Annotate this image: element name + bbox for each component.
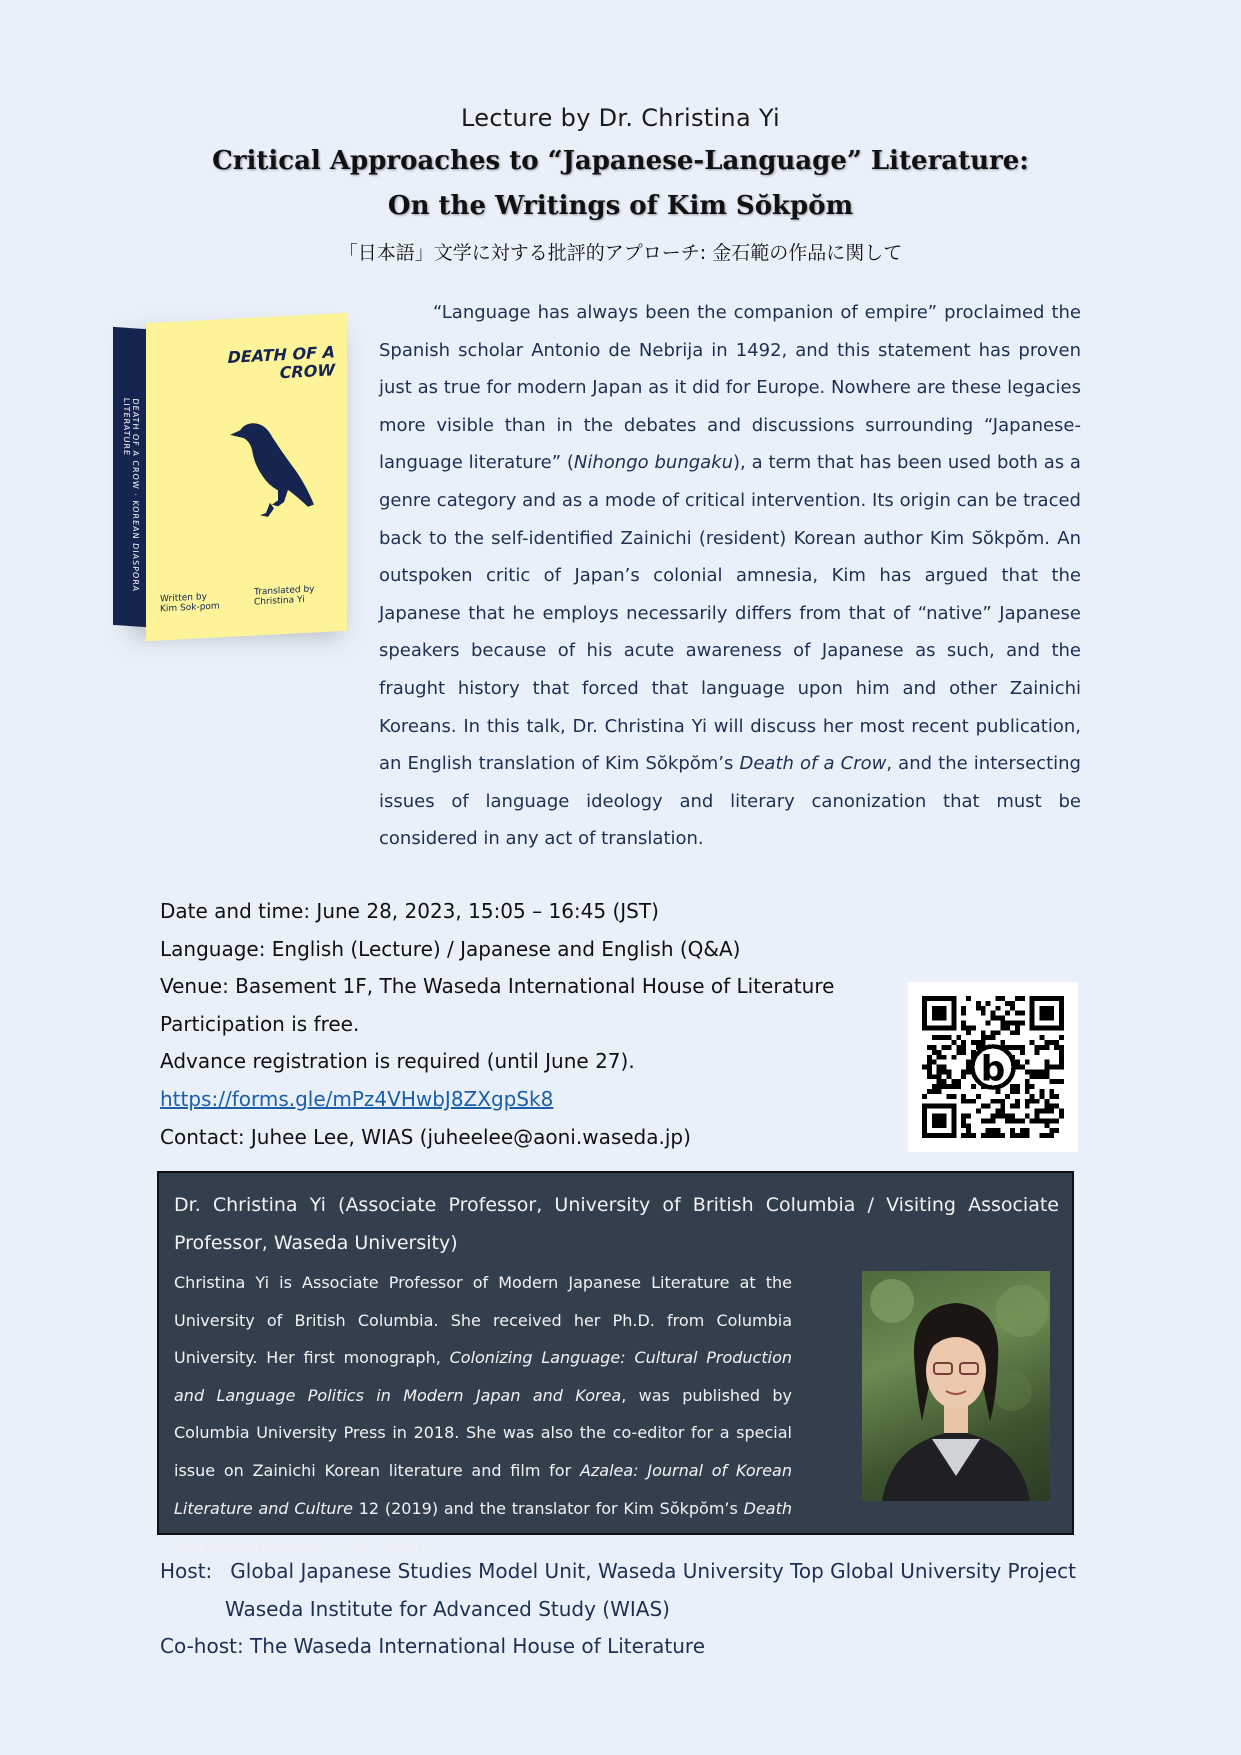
qr-code[interactable] <box>908 982 1078 1152</box>
abstract-italic-nihongo: Nihongo bungaku <box>573 452 734 474</box>
abstract-text-3: , and the intersecting issues of language ideology and literary canonization that must be considered in any act of translation. <box>379 753 1081 850</box>
event-registration: Advance registration is required (until June 27). <box>160 1049 635 1074</box>
book-written-by: Written by <box>160 592 207 605</box>
bio-italic-monograph: Colonizing Language: Cultural Production and Language Politics in Modern Japan and Korea <box>174 1348 792 1405</box>
bio-text-1: Christina Yi is Associate Professor of Modern Japanese Literature at the University of British Columbia. She received her Ph.D. from Columbia University. Her first monograph, <box>174 1273 792 1368</box>
abstract-paragraph <box>379 294 1081 858</box>
registration-link[interactable]: https://forms.gle/mPz4VHwbJ8ZXgpSk8 <box>160 1086 554 1111</box>
abstract-text-1: “Language has always been the companion of empire” proclaimed the Spanish scholar Antonio de Nebrija in 1492, and this statement has proven just as true for modern Japan as it did for Europe. Nowhere are these legacies more visible than in the debates and discussions surrounding “Japanese-language literature” ( <box>379 302 1081 474</box>
book-translator-credit <box>254 584 314 607</box>
event-participation: Participation is free. <box>160 1011 360 1036</box>
abstract-italic-book: Death of a Crow <box>739 753 887 775</box>
speaker-bio-box <box>157 1171 1074 1556</box>
book-author-credit <box>160 591 220 614</box>
book-translator: Christina Yi <box>254 594 305 608</box>
book-front-cover <box>146 313 347 642</box>
bio-italic-book: Death of a Crow <box>174 1498 793 1556</box>
book-spine <box>113 327 146 627</box>
event-venue: Venue: Basement 1F, The Waseda International House of Literature <box>160 974 835 999</box>
bio-text-2: , was published by Columbia University Press in 2018. She was also the co-editor for a special issue on Zainichi Korean literature and film for <box>174 1385 793 1480</box>
speaker-photo <box>862 1271 1050 1501</box>
cohost: Co-host: The Waseda International House of Literature <box>160 1634 705 1659</box>
speaker-portrait-icon <box>862 1271 1050 1501</box>
book-cover-image <box>113 318 335 636</box>
event-info <box>160 893 880 1156</box>
book-translated-by: Translated by <box>254 584 315 598</box>
bio-text-4: (Karasu no shi, 2022). <box>250 1536 432 1556</box>
speaker-bio-heading: Dr. Christina Yi (Associate Professor, University of British Columbia / Visiting Associate Professor, Waseda University) <box>174 1194 1059 1254</box>
event-language: Language: English (Lecture) / Japanese and English (Q&A) <box>160 936 741 961</box>
abstract-text-2: ), a term that has been used both as a genre category and as a mode of critical intervention. Its origin can be traced back to the self-identified Zainichi (resident) Korean author Kim Sŏkpŏm. An outspoken critic of Japan’s colonial amnesia, Kim has argued that the Japanese that he employs necessarily differs from that of “native” Japanese speakers because of his acute awareness of Japanese as such, and the fraught history that forced that language upon him and other Zainichi Koreans. In this talk, Dr. Christina Yi will discuss her most recent publication, an English translation of Kim Sŏkpŏm’s <box>379 452 1081 775</box>
svg-text:b: b <box>980 1049 1006 1090</box>
crow-icon <box>222 408 322 528</box>
book-author: Kim Sok-pom <box>160 601 220 615</box>
host-section <box>160 1553 1160 1666</box>
event-contact: Contact: Juhee Lee, WIAS (juheelee@aoni.waseda.jp) <box>160 1124 691 1149</box>
lecture-by-line: Lecture by Dr. Christina Yi <box>461 104 780 132</box>
host-wias: Waseda Institute for Advanced Study (WIAS) <box>225 1596 670 1621</box>
bio-italic-journal: Azalea: Journal of Korean Literature and Culture <box>174 1460 793 1518</box>
book-spine-text: DEATH OF A CROW · KOREAN DIASPORA LITERATURE <box>122 397 140 593</box>
host-unit: Global Japanese Studies Model Unit, Waseda University Top Global University Project <box>230 1559 1076 1583</box>
title-line-2: On the Writings of Kim Sŏkpŏm <box>387 191 854 221</box>
title-line-1: Critical Approaches to “Japanese-Language” Literature: <box>212 146 1029 176</box>
qr-code-icon <box>922 996 1064 1138</box>
host-label: Host: <box>160 1559 213 1583</box>
event-date-time: Date and time: June 28, 2023, 15:05 – 16:45 (JST) <box>160 899 659 923</box>
book-cover-title: DEATH OF A CROW <box>227 342 335 383</box>
bio-text-3: 12 (2019) and the translator for Kim Sŏkpŏm’s <box>352 1498 744 1518</box>
title-japanese: 「日本語」文学に対する批評的アプローチ: 金石範の作品に関して <box>338 242 903 264</box>
